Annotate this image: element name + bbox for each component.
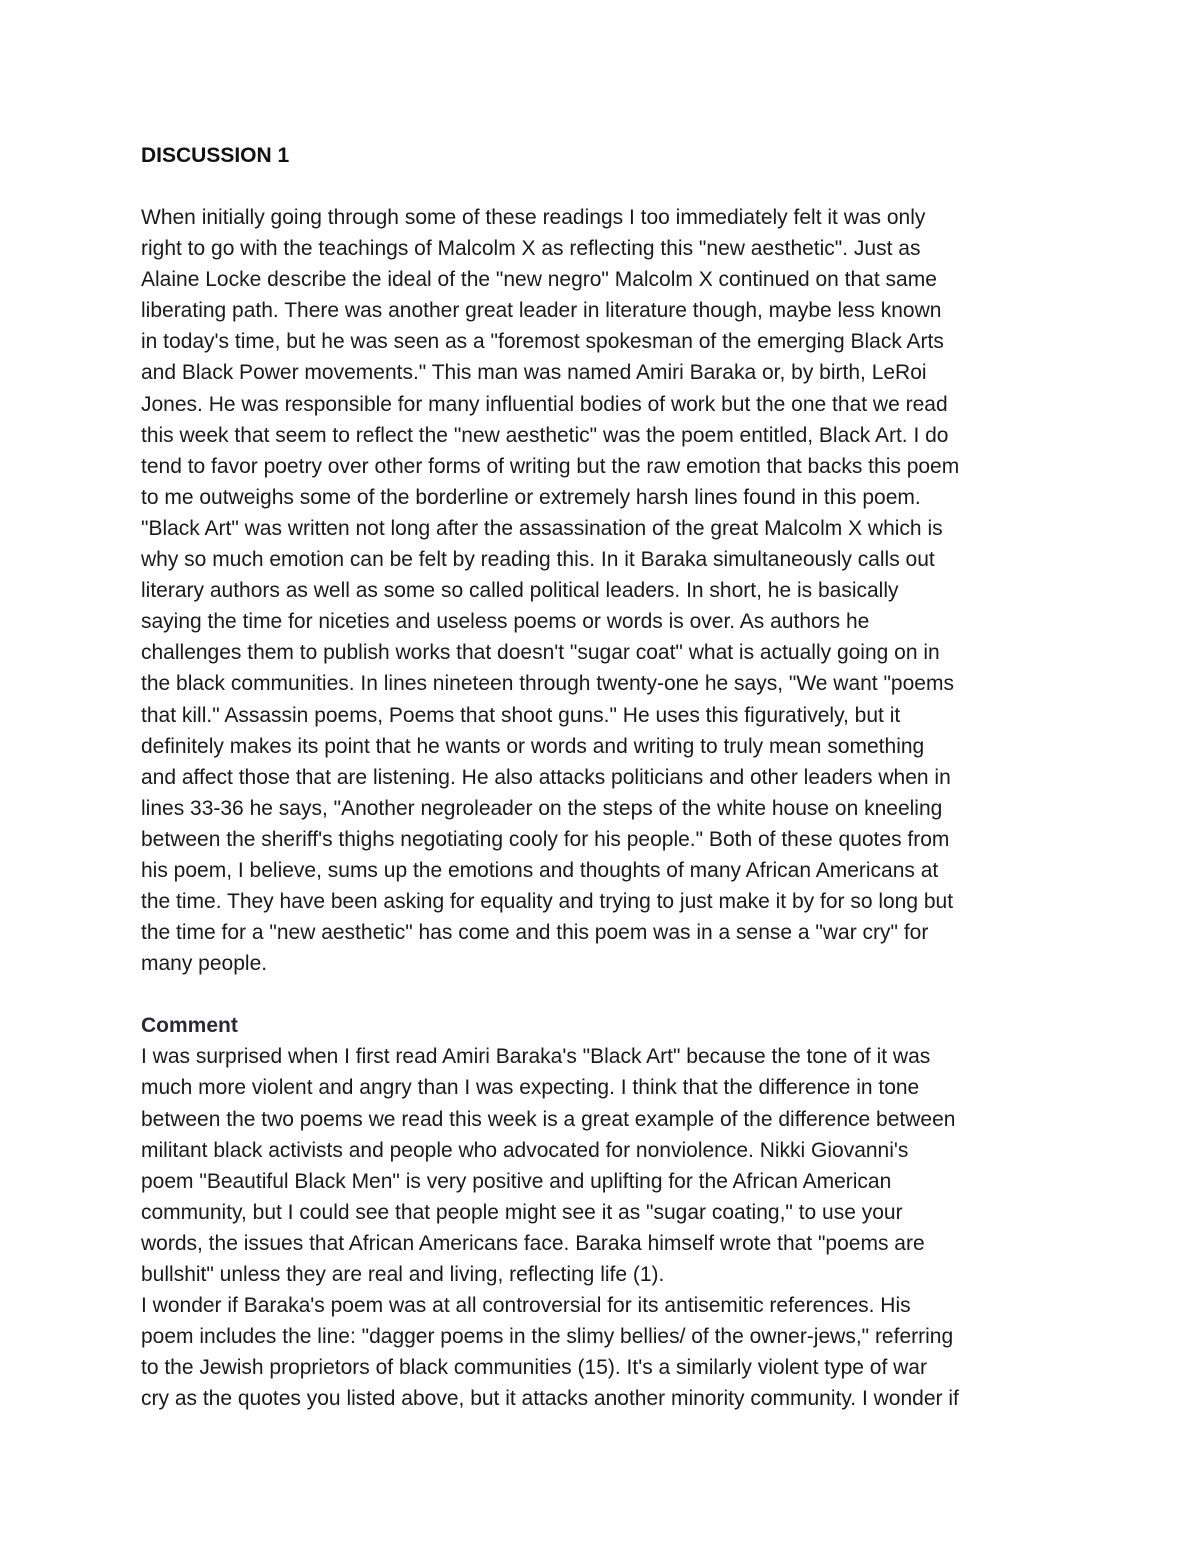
- text-line: the time. They have been asking for equality and trying to just make it by for so long but: [141, 890, 954, 914]
- comment-heading: Comment: [141, 1014, 238, 1038]
- text-line: definitely makes its point that he wants or words and writing to truly mean something: [141, 734, 925, 758]
- text-line: I was surprised when I first read Amiri Baraka's "Black Art" because the tone of it was: [141, 1045, 931, 1069]
- text-line: words, the issues that African Americans face. Baraka himself wrote that "poems are: [141, 1231, 925, 1255]
- comment-body: [141, 1041, 1071, 1414]
- spacer: [141, 979, 1071, 1010]
- text-line: bullshit" unless they are real and living, reflecting life (1).: [141, 1263, 665, 1286]
- text-line: why so much emotion can be felt by reading this. In it Baraka simultaneously calls out: [141, 548, 935, 572]
- text-line: I wonder if Baraka's poem was at all controversial for its antisemitic references. His: [141, 1294, 911, 1318]
- text-line: that kill." Assassin poems, Poems that shoot guns." He uses this figuratively, but it: [141, 703, 901, 727]
- text-line: saying the time for niceties and useless poems or words is over. As authors he: [141, 610, 870, 634]
- text-line: Alaine Locke describe the ideal of the "new negro" Malcolm X continued on that same: [141, 268, 937, 292]
- text-line: tend to favor poetry over other forms of writing but the raw emotion that backs this poem: [141, 454, 960, 478]
- text-line: to the Jewish proprietors of black communities (15). It's a similarly violent type of war: [141, 1356, 927, 1380]
- text-line: community, but I could see that people might see it as "sugar coating," to use your: [141, 1200, 903, 1224]
- text-line: liberating path. There was another great leader in literature though, maybe less known: [141, 299, 942, 323]
- spacer: [141, 171, 1071, 202]
- text-line: in today's time, but he was seen as a "foremost spokesman of the emerging Black Arts: [141, 330, 944, 354]
- text-line: Jones. He was responsible for many influential bodies of work but the one that we read: [141, 392, 948, 416]
- text-line: poem "Beautiful Black Men" is very positive and uplifting for the African American: [141, 1169, 892, 1193]
- text-line: cry as the quotes you listed above, but it attacks another minority community. I wonder if: [141, 1387, 959, 1411]
- text-line: the time for a "new aesthetic" has come and this poem was in a sense a "war cry" for: [141, 921, 929, 945]
- text-line: much more violent and angry than I was expecting. I think that the difference in tone: [141, 1076, 920, 1100]
- text-line: the black communities. In lines nineteen through twenty-one he says, "We want "poems: [141, 672, 954, 696]
- text-line: militant black activists and people who advocated for nonviolence. Nikki Giovanni's: [141, 1138, 909, 1162]
- text-line: When initially going through some of these readings I too immediately felt it was only: [141, 206, 926, 229]
- text-line: literary authors as well as some so called political leaders. In short, he is basically: [141, 579, 899, 603]
- text-line: "Black Art" was written not long after the assassination of the great Malcolm X which is: [141, 516, 943, 540]
- document-title: DISCUSSION 1: [141, 144, 290, 167]
- text-line: challenges them to publish works that doesn't "sugar coat" what is actually going on in: [141, 641, 940, 665]
- text-line: and affect those that are listening. He also attacks politicians and other leaders when in: [141, 765, 951, 789]
- discussion-body: [141, 202, 1071, 979]
- text-line: between the two poems we read this week is a great example of the difference between: [141, 1107, 956, 1131]
- document-page: [141, 140, 1071, 1414]
- text-line: and Black Power movements." This man was named Amiri Baraka or, by birth, LeRoi: [141, 361, 927, 385]
- text-line: right to go with the teachings of Malcolm X as reflecting this "new aesthetic". Just as: [141, 237, 921, 261]
- text-line: to me outweighs some of the borderline or extremely harsh lines found in this poem.: [141, 485, 921, 509]
- text-line: between the sheriff's thighs negotiating cooly for his people." Both of these quotes from: [141, 827, 950, 851]
- text-line: lines 33-36 he says, "Another negroleader on the steps of the white house on kneeling: [141, 796, 943, 820]
- text-line: this week that seem to reflect the "new aesthetic" was the poem entitled, Black Art. I do: [141, 423, 949, 447]
- text-line: many people.: [141, 952, 268, 976]
- text-line: his poem, I believe, sums up the emotions and thoughts of many African Americans at: [141, 858, 939, 882]
- text-line: poem includes the line: "dagger poems in the slimy bellies/ of the owner-jews," referring: [141, 1325, 954, 1349]
